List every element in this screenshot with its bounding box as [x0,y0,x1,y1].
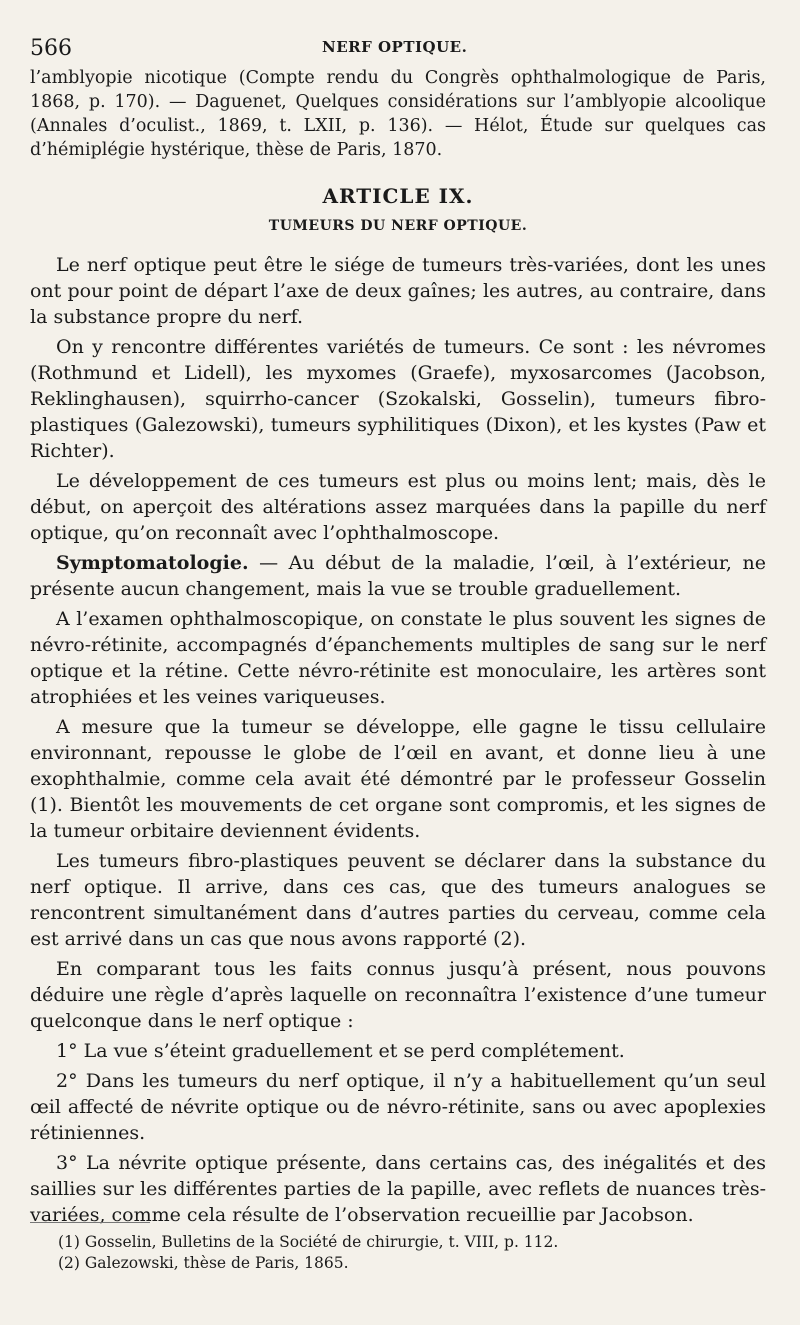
previous-references: l’amblyopie nicotique (Compte rendu du Congrès ophthalmologique de Paris, 1868, p. 170). — Daguenet, Quelques considérations sur l’amblyopie alcoolique (Annales d’oculist., 1869, t. LXII, p. 136). — Hélot, Étude sur quelques cas d’hémiplégie hystérique, thèse de Paris, 1870. [30,68,766,160]
list-item: 2° Dans les tumeurs du nerf optique, il n’y a habituellement qu’un seul œil affecté de névrite optique ou de névro-rétinite, sans ou avec apoplexies rétiniennes. [30,1070,766,1144]
footnote: (1) Gosselin, Bulletins de la Société de chirurgie, t. VIII, p. 112. [58,1233,559,1251]
paragraph: A l’examen ophthalmoscopique, on constate le plus souvent les signes de névro-rétinite, accompagnés d’épanchements multiples de sang sur le nerf optique et la rétine. Cette névro-rétinite est monoculaire, les artères sont atrophiées et les veines variqueuses. [30,608,766,708]
running-title: NERF OPTIQUE. [322,38,468,56]
paragraph: A mesure que la tumeur se développe, elle gagne le tissu cellulaire environnant, repousse le globe de l’œil en avant, et donne lieu à une exophthalmie, comme cela avait été démontré par le professeur Gosselin (1). Bientôt les mouvements de cet organe sont compromis, et les signes de la tumeur orbitaire deviennent évidents. [30,716,766,842]
section-heading: TUMEURS DU NERF OPTIQUE. [268,218,528,234]
symptom-paragraph [30,550,766,602]
article-heading: ARTICLE IX. [322,184,474,208]
list-item: 3° La névrite optique présente, dans certains cas, des inégalités et des saillies sur les différentes parties de la papille, avec reflets de nuances très-variées, comme cela résulte de l’observation recueillie par Jacobson. [30,1152,766,1226]
running-head [30,36,766,66]
footnote: (2) Galezowski, thèse de Paris, 1865. [58,1254,349,1272]
paragraph: Le développement de ces tumeurs est plus ou moins lent; mais, dès le début, on aperçoit des altérations assez marquées dans la papille du nerf optique, qu’on reconnaît avec l’ophthalmoscope. [30,470,766,544]
symptom-lead: Symptomatologie. [56,552,249,574]
paragraph: En comparant tous les faits connus jusqu’à présent, nous pouvons déduire une règle d’après laquelle on reconnaîtra l’existence d’une tumeur quelconque dans le nerf optique : [30,958,766,1032]
footnote-rule [30,1222,150,1223]
list-item: 1° La vue s’éteint graduellement et se perd complétement. [56,1040,625,1062]
paragraph: On y rencontre différentes variétés de tumeurs. Ce sont : les névromes (Rothmund et Lidell), les myxomes (Graefe), myxosarcomes (Jacobson, Reklinghausen), squirrho-cancer (Szokalski, Gosselin), tumeurs fibro-plastiques (Galezowski), tumeurs syphilitiques (Dixon), et les kystes (Paw et Richter). [30,336,766,462]
paragraph: Le nerf optique peut être le siége de tumeurs très-variées, dont les unes ont pour point de départ l’axe de deux gaînes; les autres, au contraire, dans la substance propre du nerf. [30,254,766,328]
paragraph: Les tumeurs fibro-plastiques peuvent se déclarer dans la substance du nerf optique. Il arrive, dans ces cas, que des tumeurs analogues se rencontrent simultanément dans d’autres parties du cerveau, comme cela est arrivé dans un cas que nous avons rapporté (2). [30,850,766,950]
footnotes [58,1232,766,1274]
symptom-text: — Au début de la maladie, l’œil, à l’extérieur, ne présente aucun changement, mais la vue se trouble graduellement. [30,552,766,600]
page-number: 566 [30,36,72,61]
article-body [30,252,766,1228]
